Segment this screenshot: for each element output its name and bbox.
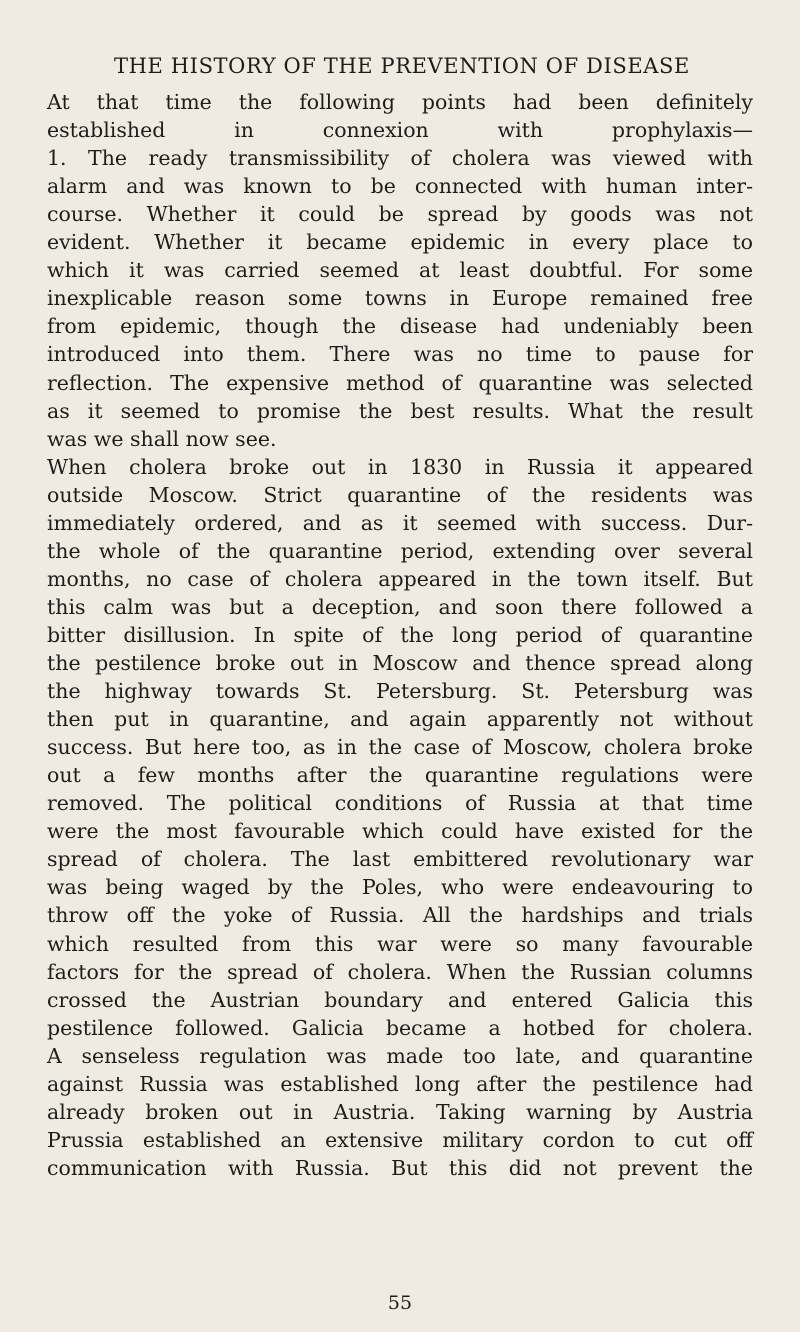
text-line: A senseless regulation was made too late, and quarantine (47, 1043, 753, 1068)
text-line: were the most favourable which could have existed for the (47, 819, 753, 844)
text-line: immediately ordered, and as it seemed with success. Dur- (47, 510, 753, 535)
text-line: removed. The political conditions of Russia at that time (47, 791, 753, 816)
text-line: introduced into them. There was no time to pause for (47, 342, 753, 367)
text-line: Prussia established an extensive military cordon to cut off (47, 1127, 753, 1152)
text-line: bitter disillusion. In spite of the long period of quarantine (47, 622, 753, 647)
text-line: pestilence followed. Galicia became a hotbed for cholera. (47, 1015, 753, 1040)
text-line: already broken out in Austria. Taking warning by Austria (47, 1099, 753, 1124)
text-line: When cholera broke out in 1830 in Russia it appeared (47, 454, 753, 479)
page-number: 55 (387, 1292, 413, 1314)
text-line: the pestilence broke out in Moscow and thence spread along (47, 651, 753, 675)
text-line: against Russia was established long after the pestilence had (47, 1071, 753, 1096)
text-line: crossed the Austrian boundary and entered Galicia this (47, 987, 753, 1012)
text-line: inexplicable reason some towns in Europe remained free (47, 286, 753, 311)
text-line: spread of cholera. The last embittered revolutionary war (47, 847, 753, 872)
text-line: the highway towards St. Petersburg. St. Petersburg was (47, 679, 753, 704)
text-line: course. Whether it could be spread by goods was not (47, 202, 753, 227)
text-line: months, no case of cholera appeared in the town itself. But (47, 566, 753, 591)
text-line: which it was carried seemed at least doubtful. For some (47, 258, 753, 283)
text-line: which resulted from this war were so many favourable (47, 931, 753, 956)
text-line: as it seemed to promise the best results. What the result (47, 398, 753, 423)
text-line: evident. Whether it became epidemic in every place to (47, 230, 753, 255)
text-line: from epidemic, though the disease had undeniably been (47, 314, 753, 339)
text-line: was we shall now see. (47, 426, 277, 451)
text-line: At that time the following points had been definitely (47, 90, 753, 114)
text-line: success. But here too, as in the case of Moscow, cholera broke (47, 735, 753, 760)
text-line: this calm was but a deception, and soon there followed a (47, 594, 753, 619)
text-line: communication with Russia. But this did not prevent the (47, 1155, 753, 1180)
text-line: reflection. The expensive method of quarantine was selected (47, 370, 753, 395)
text-line: factors for the spread of cholera. When the Russian columns (47, 959, 753, 984)
text-line: the whole of the quarantine period, extending over several (47, 538, 753, 563)
text-line: alarm and was known to be connected with human inter- (47, 174, 753, 199)
text-line: throw off the yoke of Russia. All the hardships and trials (47, 903, 753, 928)
text-line: then put in quarantine, and again apparently not without (47, 707, 753, 732)
text-line: was being waged by the Poles, who were endeavouring to (47, 875, 753, 900)
text-line: out a few months after the quarantine regulations were (47, 763, 753, 788)
text-line: 1. The ready transmissibility of cholera was viewed with (47, 146, 753, 171)
running-head: THE HISTORY OF THE PREVENTION OF DISEASE (114, 54, 690, 78)
text-line: outside Moscow. Strict quarantine of the residents was (47, 482, 753, 507)
text-line: established in connexion with prophylaxis— (47, 118, 753, 143)
